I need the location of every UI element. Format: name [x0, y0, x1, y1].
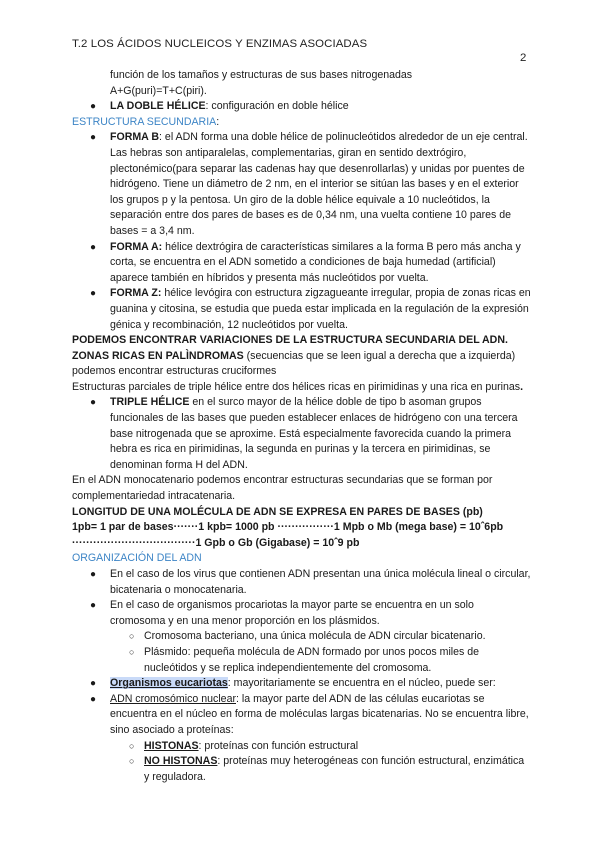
- circle-bullet-icon: ○: [129, 740, 135, 751]
- heading-organizacion: ORGANIZACIÓN DEL ADN: [72, 552, 202, 565]
- bullet-icon: ●: [90, 241, 97, 253]
- bullet-icon: ●: [90, 678, 97, 690]
- list-item-procariotas: ● En el caso de organismos procariotas la mayor parte se encuentra en un solo cromosoma y en una menor proporción en los plásmidos.: [90, 599, 474, 627]
- heading-estructura-secundaria: ESTRUCTURA SECUNDARIA:: [72, 115, 220, 128]
- list-item-forma-b: ● FORMA B: el ADN forma una doble hélice de polinucleótidos alrededor de un eje central. Las hebras son antiparalelas, complementarias, giran en sentido dextrógiro, plectonémico(para separar las cadenas hay que desenrollarlas) y unidas por puentes de hidrógeno. Tiene un diámetro de 2 nm, en el interior se sitúan las bases y en el exterior los grupos p y la pentosa. Un giro de la doble hélice equivale a 10 nucleótidos, la separación entre dos pares de bases es de 0,34 nm, una vuelta contiene 10 pares de bases = a 3,4 nm.: [90, 131, 528, 237]
- doble-list: [72, 99, 532, 115]
- list-item-eucariotas: ● Organismos eucariotas: mayoritariamente se encuentra en el núcleo, puede ser:: [72, 676, 532, 692]
- paragraph-monocatenario: En el ADN monocatenario podemos encontrar estructuras secundarias que se forman por complementariedad intracatenaria.: [72, 474, 493, 503]
- sublist-item-histonas: ○ HISTONAS: proteínas con función estructural: [72, 739, 532, 755]
- list-item-forma-z: ● FORMA Z: hélice levógira con estructura zigzagueante irregular, propia de zonas ricas en guanina y citosina, se estudia que pueda estar implicada en la regulación de la expresión génica y recombinación, 12 nucleótidos por vuelta.: [90, 287, 531, 331]
- circle-bullet-icon: ○: [129, 646, 135, 657]
- sublist-item-no-histonas: ○ NO HISTONAS: proteínas muy heterogéneas con función estructural, enzimática y reguladora.: [129, 755, 525, 783]
- list-item-triple-helice: ● TRIPLE HÉLICE en el surco mayor de la hélice doble de tipo b asoman grupos funcionales de las bases que pueden establecer enlaces de hidrógeno con una tercera base nitrogenada que se aproxime. Está especialmente favorecida cuando la primera hebra es rica en pirimidinas, la segunda en purinas y la tercera en pirimidinas, se denominan forma H del ADN.: [90, 396, 518, 471]
- list-item-virus: ● En el caso de los virus que contienen ADN presentan una única molécula lineal o circular, bicatenaria o monocatenaria.: [90, 568, 531, 596]
- document-body: [72, 68, 532, 785]
- bullet-icon: ●: [90, 600, 97, 612]
- page-number: 2: [520, 52, 527, 64]
- continued-text: función de los tamaños y estructuras de sus bases nitrogenadas A+G(puri)=T+C(piri).: [110, 69, 413, 97]
- page-header: T.2 LOS ÁCIDOS NUCLEICOS Y ENZIMAS ASOCIADAS: [72, 38, 368, 50]
- list-item-adn-cromosomico: ● ADN cromosómico nuclear: la mayor parte del ADN de las células eucariotas se encuentra en el núcleo en forma de moléculas largas bicatenarias. No se encuentra libre, sino asociado a proteínas:: [90, 692, 529, 736]
- circle-bullet-icon: ○: [129, 631, 135, 642]
- paragraph-palindromas: ZONAS RICAS EN PALÌNDROMAS (secuencias que se leen igual a derecha que a izquierda) podemos encontrar estructuras cruciformes: [72, 349, 516, 378]
- sublist-item-plasmido: ○ Plásmido: pequeña molécula de ADN formado por unos pocos miles de nucleótidos y se replica independientemente del cromosoma.: [129, 645, 480, 674]
- formas-list: [72, 130, 532, 333]
- equivalencias-line-1: 1pb= 1 par de bases·······1 kpb= 1000 pb ················1 Mpb o Mb (mega base) = 10ˆ6pb: [72, 521, 504, 534]
- paragraph-triple-parcial: Estructuras parciales de triple hélice entre dos hélices ricas en pirimidinas y una rica en purinas.: [72, 380, 524, 393]
- bullet-icon: ●: [90, 397, 97, 409]
- bullet-icon: ●: [90, 101, 97, 113]
- sublist-item-cromosoma-bacteriano: ○ Cromosoma bacteriano, una única molécula de ADN circular bicatenario.: [72, 629, 532, 645]
- circle-bullet-icon: ○: [129, 756, 135, 767]
- triple-list: [72, 395, 532, 473]
- heading-longitud: LONGITUD DE UNA MOLÉCULA DE ADN SE EXPRESA EN PARES DE BASES (pb): [72, 505, 483, 518]
- list-item-forma-a: ● FORMA A: hélice dextrógira de características similares a la forma B pero más ancha y corta, se encuentra en el ADN sometido a condiciones de baja humedad (artificial) aparece también en híbridos y presenta más nucleótidos por vuelta.: [90, 240, 521, 284]
- list-item-doble-helice: ● LA DOBLE HÉLICE: configuración en doble hélice: [72, 99, 532, 115]
- heading-variaciones: PODEMOS ENCONTRAR VARIACIONES DE LA ESTRUCTURA SECUNDARIA DEL ADN.: [72, 334, 508, 347]
- bullet-icon: ●: [90, 569, 97, 580]
- organizacion-list: [72, 567, 532, 785]
- equivalencias-line-2: ···································1 Gpb o Gb (Gigabase) = 10ˆ9 pb: [72, 536, 360, 549]
- bullet-icon: ●: [90, 132, 97, 144]
- bullet-icon: ●: [90, 693, 97, 705]
- bullet-icon: ●: [90, 288, 97, 300]
